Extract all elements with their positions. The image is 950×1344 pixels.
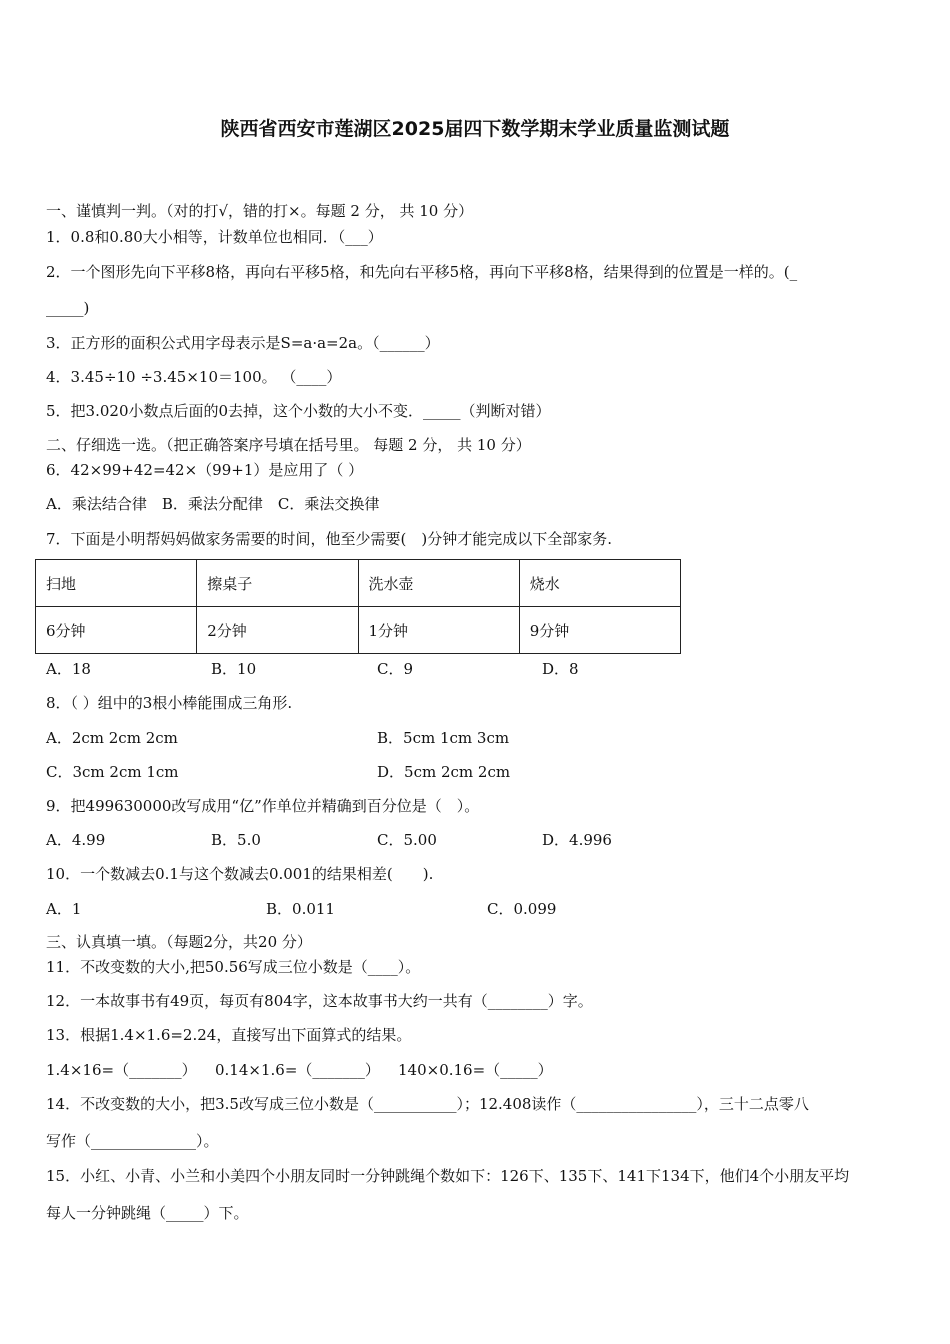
question-7: 7．下面是小明帮妈妈做家务需要的时间，他至少需要( )分钟才能完成以下全部家务.	[46, 530, 613, 548]
table-cell: 2分钟	[197, 607, 358, 654]
page-title: 陕西省西安市莲湖区2025届四下数学期末学业质量监测试题	[220, 118, 730, 140]
q9-option-a: A．4.99	[46, 831, 106, 849]
q10-option-c: C．0.099	[487, 900, 557, 918]
q7-option-b: B．10	[211, 660, 257, 678]
table-row	[36, 607, 681, 654]
section1-heading: 一、谨慎判一判。（对的打√，错的打×。每题 2 分， 共 10 分）	[46, 202, 474, 220]
table-cell: 烧水	[519, 560, 680, 607]
table-cell: 擦桌子	[197, 560, 358, 607]
table-cell: 1分钟	[358, 607, 519, 654]
question-4: 4．3.45÷10 ÷3.45×10＝100。 （____）	[46, 368, 342, 386]
section2-heading: 二、仔细选一选。（把正确答案序号填在括号里。 每题 2 分， 共 10 分）	[46, 436, 531, 454]
q10-option-a: A．1	[46, 900, 82, 918]
question-14-line1: 14．不改变数的大小，把3.5改写成三位小数是（___________）；12.408读作（________________），三十二点零八	[46, 1095, 809, 1113]
table-cell: 洗水壶	[358, 560, 519, 607]
q8-option-d: D．5cm 2cm 2cm	[377, 763, 511, 781]
q7-option-a: A．18	[46, 660, 91, 678]
q8-option-c: C．3cm 2cm 1cm	[46, 763, 179, 781]
q8-option-b: B．5cm 1cm 3cm	[377, 729, 510, 747]
question-12: 12．一本故事书有49页，每页有804字，这本故事书大约一共有（________）字。	[46, 992, 593, 1010]
q13-item-1: 1.4×16=（_______）	[46, 1061, 197, 1079]
table-cell: 扫地	[36, 560, 197, 607]
question-13: 13．根据1.4×1.6=2.24，直接写出下面算式的结果。	[46, 1026, 412, 1044]
q7-option-d: D．8	[542, 660, 579, 678]
q8-option-a: A．2cm 2cm 2cm	[46, 729, 178, 747]
question-2-line2: _____)	[46, 299, 90, 317]
q10-option-b: B．0.011	[266, 900, 335, 918]
question-11: 11．不改变数的大小,把50.56写成三位小数是（____）。	[46, 958, 421, 976]
question-2-line1: 2．一个图形先向下平移8格，再向右平移5格，和先向右平移5格，再向下平移8格，结果得到的位置是一样的。(_	[46, 263, 798, 281]
question-6-options: A．乘法结合律 B．乘法分配律 C．乘法交换律	[46, 495, 380, 513]
question-10: 10．一个数减去0.1与这个数减去0.001的结果相差( ).	[46, 865, 434, 883]
q9-option-c: C．5.00	[377, 831, 437, 849]
q9-option-d: D．4.996	[542, 831, 612, 849]
chores-table	[35, 559, 681, 654]
section3-heading: 三、认真填一填。（每题2分，共20 分）	[46, 933, 312, 951]
question-8: 8．（ ）组中的3根小棒能围成三角形.	[46, 694, 293, 712]
q9-option-b: B．5.0	[211, 831, 261, 849]
question-14-line2: 写作（______________）。	[46, 1132, 219, 1150]
question-15-line1: 15．小红、小青、小兰和小美四个小朋友同时一分钟跳绳个数如下：126下、135下、141下134下，他们4个小朋友平均	[46, 1167, 850, 1185]
q13-item-3: 140×0.16=（_____）	[398, 1061, 553, 1079]
question-5: 5．把3.020小数点后面的0去掉，这个小数的大小不变．_____（判断对错）	[46, 402, 551, 420]
q13-item-2: 0.14×1.6=（_______）	[215, 1061, 380, 1079]
question-1: 1．0.8和0.80大小相等，计数单位也相同．（___）	[46, 228, 383, 246]
table-cell: 9分钟	[519, 607, 680, 654]
table-cell: 6分钟	[36, 607, 197, 654]
question-6: 6．42×99+42=42×（99+1）是应用了（ ）	[46, 461, 364, 479]
q7-option-c: C．9	[377, 660, 414, 678]
question-9: 9．把499630000改写成用“亿”作单位并精确到百分位是（ ）。	[46, 797, 480, 815]
table-row	[36, 560, 681, 607]
question-15-line2: 每人一分钟跳绳（_____）下。	[46, 1204, 249, 1222]
question-3: 3．正方形的面积公式用字母表示是S=a·a=2a。（______）	[46, 334, 440, 352]
